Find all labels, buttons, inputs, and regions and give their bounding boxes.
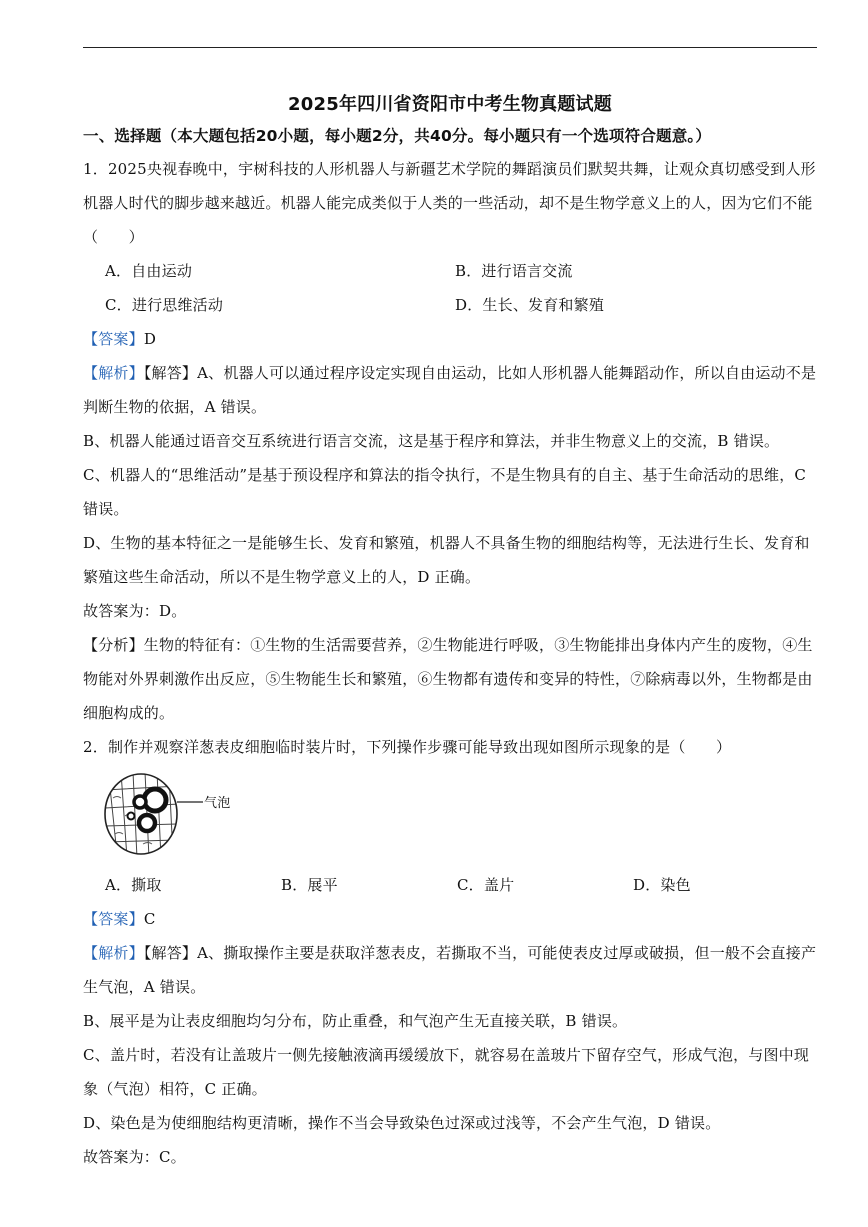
analysis-text: 【解答】A、机器人可以通过程序设定实现自由运动，比如人形机器人能舞蹈动作，所以自由运动不是判断生物的依据，A 错误。 [83, 364, 817, 416]
section-heading: 一、选择题（本大题包括20小题，每小题2分，共40分。每小题只有一个选项符合题意。） [83, 127, 712, 145]
option-a: A．自由运动 [105, 262, 193, 280]
header-rule [83, 47, 817, 48]
option-d: D．染色 [633, 876, 691, 894]
question-2-analysis [83, 936, 817, 1004]
question-1 [83, 152, 817, 730]
analysis-line: C、机器人的“思维活动”是基于预设程序和算法的指令执行，不是生物具有的自主、基于生命活动的思维，C 错误。 [83, 466, 807, 518]
document-content [83, 90, 817, 1174]
option-c: C．盖片 [457, 876, 515, 894]
analysis-tag: 【解析】 [83, 944, 144, 962]
answer-tag: 【答案】 [83, 910, 144, 928]
question-2-stem: 2．制作并观察洋葱表皮细胞临时装片时，下列操作步骤可能导致出现如图所示现象的是（ ） [83, 738, 732, 756]
option-b: B．展平 [281, 876, 338, 894]
question-1-options [83, 254, 817, 322]
question-1-stem: 1．2025央视春晚中，宇树科技的人形机器人与新疆艺术学院的舞蹈演员们默契共舞，让观众真切感受到人形机器人时代的脚步越来越近。机器人能完成类似于人类的一些活动，却不是生物学意义上的人，因为它们不能（ ） [83, 160, 816, 246]
microscope-view-illustration [103, 768, 263, 860]
answer-tag: 【答案】 [83, 330, 144, 348]
answer-value: D [143, 330, 157, 348]
option-c: C．进行思维活动 [105, 296, 224, 314]
analysis-line: B、机器人能通过语音交互系统进行语言交流，这是基于程序和算法，并非生物意义上的交流，B 错误。 [83, 432, 780, 450]
option-a: A．撕取 [105, 876, 162, 894]
question-1-fenxi: 【分析】生物的特征有：①生物的生活需要营养，②生物能进行呼吸，③生物能排出身体内产生的废物，④生物能对外界刺激作出反应，⑤生物能生长和繁殖，⑥生物都有遗传和变异的特性，⑦除病毒以外，生物都是由细胞构成的。 [83, 636, 813, 722]
question-2-options [83, 868, 817, 902]
question-2 [83, 730, 817, 1174]
analysis-text: 【解答】A、撕取操作主要是获取洋葱表皮，若撕取不当，可能使表皮过厚或破损，但一般不会直接产生气泡，A 错误。 [83, 944, 817, 996]
conclusion-line: 故答案为：C。 [83, 1148, 186, 1166]
conclusion-line: 故答案为：D。 [83, 602, 187, 620]
question-1-answer [83, 322, 817, 356]
question-2-answer [83, 902, 817, 936]
bubble-figure [83, 764, 817, 868]
analysis-line: D、染色是为使细胞结构更清晰，操作不当会导致染色过深或过浅等，不会产生气泡，D 错误。 [83, 1114, 721, 1132]
option-d: D．生长、发育和繁殖 [455, 296, 605, 314]
analysis-line: D、生物的基本特征之一是能够生长、发育和繁殖，机器人不具备生物的细胞结构等，无法进行生长、发育和繁殖这些生命活动，所以不是生物学意义上的人，D 正确。 [83, 534, 810, 586]
option-b: B．进行语言交流 [455, 262, 573, 280]
answer-value: C [143, 910, 156, 928]
analysis-line: C、盖片时，若没有让盖玻片一侧先接触液滴再缓缓放下，就容易在盖玻片下留存空气，形成气泡，与图中现象（气泡）相符，C 正确。 [83, 1046, 810, 1098]
analysis-tag: 【解析】 [83, 364, 144, 382]
figure-label: 气泡 [204, 796, 231, 811]
question-1-analysis [83, 356, 817, 424]
analysis-line: B、展平是为让表皮细胞均匀分布，防止重叠，和气泡产生无直接关联，B 错误。 [83, 1012, 628, 1030]
page-title: 2025年四川省资阳市中考生物真题试题 [288, 94, 612, 115]
